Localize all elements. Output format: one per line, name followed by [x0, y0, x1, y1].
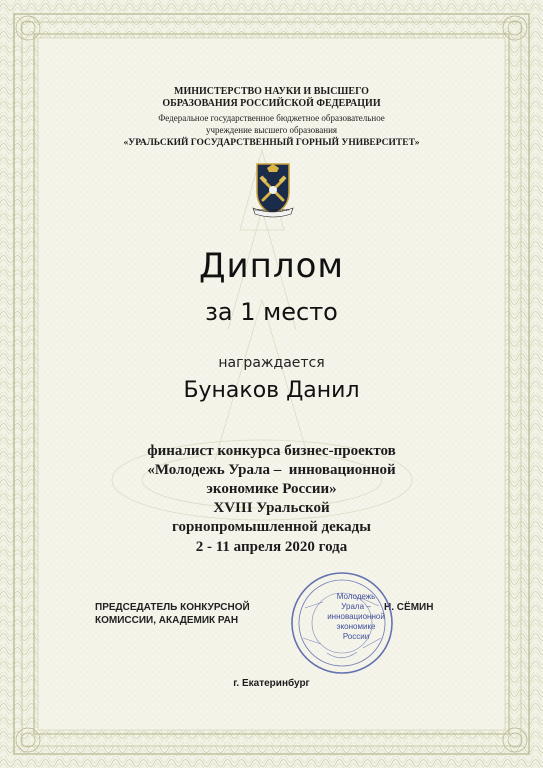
stamp-text: [326, 592, 386, 642]
awarded-label: награждается: [218, 355, 325, 371]
description-line-4: XVIII Уральской: [213, 500, 330, 516]
description-line-1: финалист конкурса бизнес-проектов: [147, 443, 396, 459]
crest-ribbon-text: ГОРНЫЙ УНИВЕРСИТЕТ: [253, 208, 290, 212]
award-place: за 1 место: [205, 298, 338, 326]
signatory-role-line-1: ПРЕДСЕДАТЕЛЬ КОНКУРСНОЙ: [95, 602, 250, 613]
institution-line-1: Федеральное государственное бюджетное образовательное: [158, 113, 385, 123]
city: г. Екатеринбург: [233, 678, 310, 689]
description-line-6: 2 - 11 апреля 2020 года: [195, 539, 348, 555]
university-name: «УРАЛЬСКИЙ ГОСУДАРСТВЕННЫЙ ГОРНЫЙ УНИВЕРСИТЕТ»: [123, 138, 420, 148]
description-line-2: «Молодежь Урала – инновационной: [147, 462, 396, 478]
ministry-line-1: МИНИСТЕРСТВО НАУКИ И ВЫСШЕГО: [174, 86, 369, 97]
signatory-role-line-2: КОМИССИИ, АКАДЕМИК РАН: [95, 615, 239, 626]
signatory-name: Н. СЁМИН: [384, 602, 434, 613]
recipient-name: Бунаков Данил: [183, 378, 360, 403]
stamp-line-2: Урала –: [341, 602, 371, 611]
description-line-3: экономике России»: [206, 481, 337, 497]
diploma-title: Диплом: [198, 246, 345, 286]
stamp-line-1: Молодежь: [336, 592, 376, 601]
stamp-line-3: инновационной: [327, 612, 385, 621]
ministry-line-2: ОБРАЗОВАНИЯ РОССИЙСКОЙ ФЕДЕРАЦИИ: [162, 98, 381, 109]
stamp-line-5: России: [342, 632, 370, 641]
description-line-5: горнопромышленной декады: [172, 519, 371, 535]
institution-line-2: учреждение высшего образования: [205, 125, 338, 135]
stamp-line-4: экономике: [336, 622, 376, 631]
